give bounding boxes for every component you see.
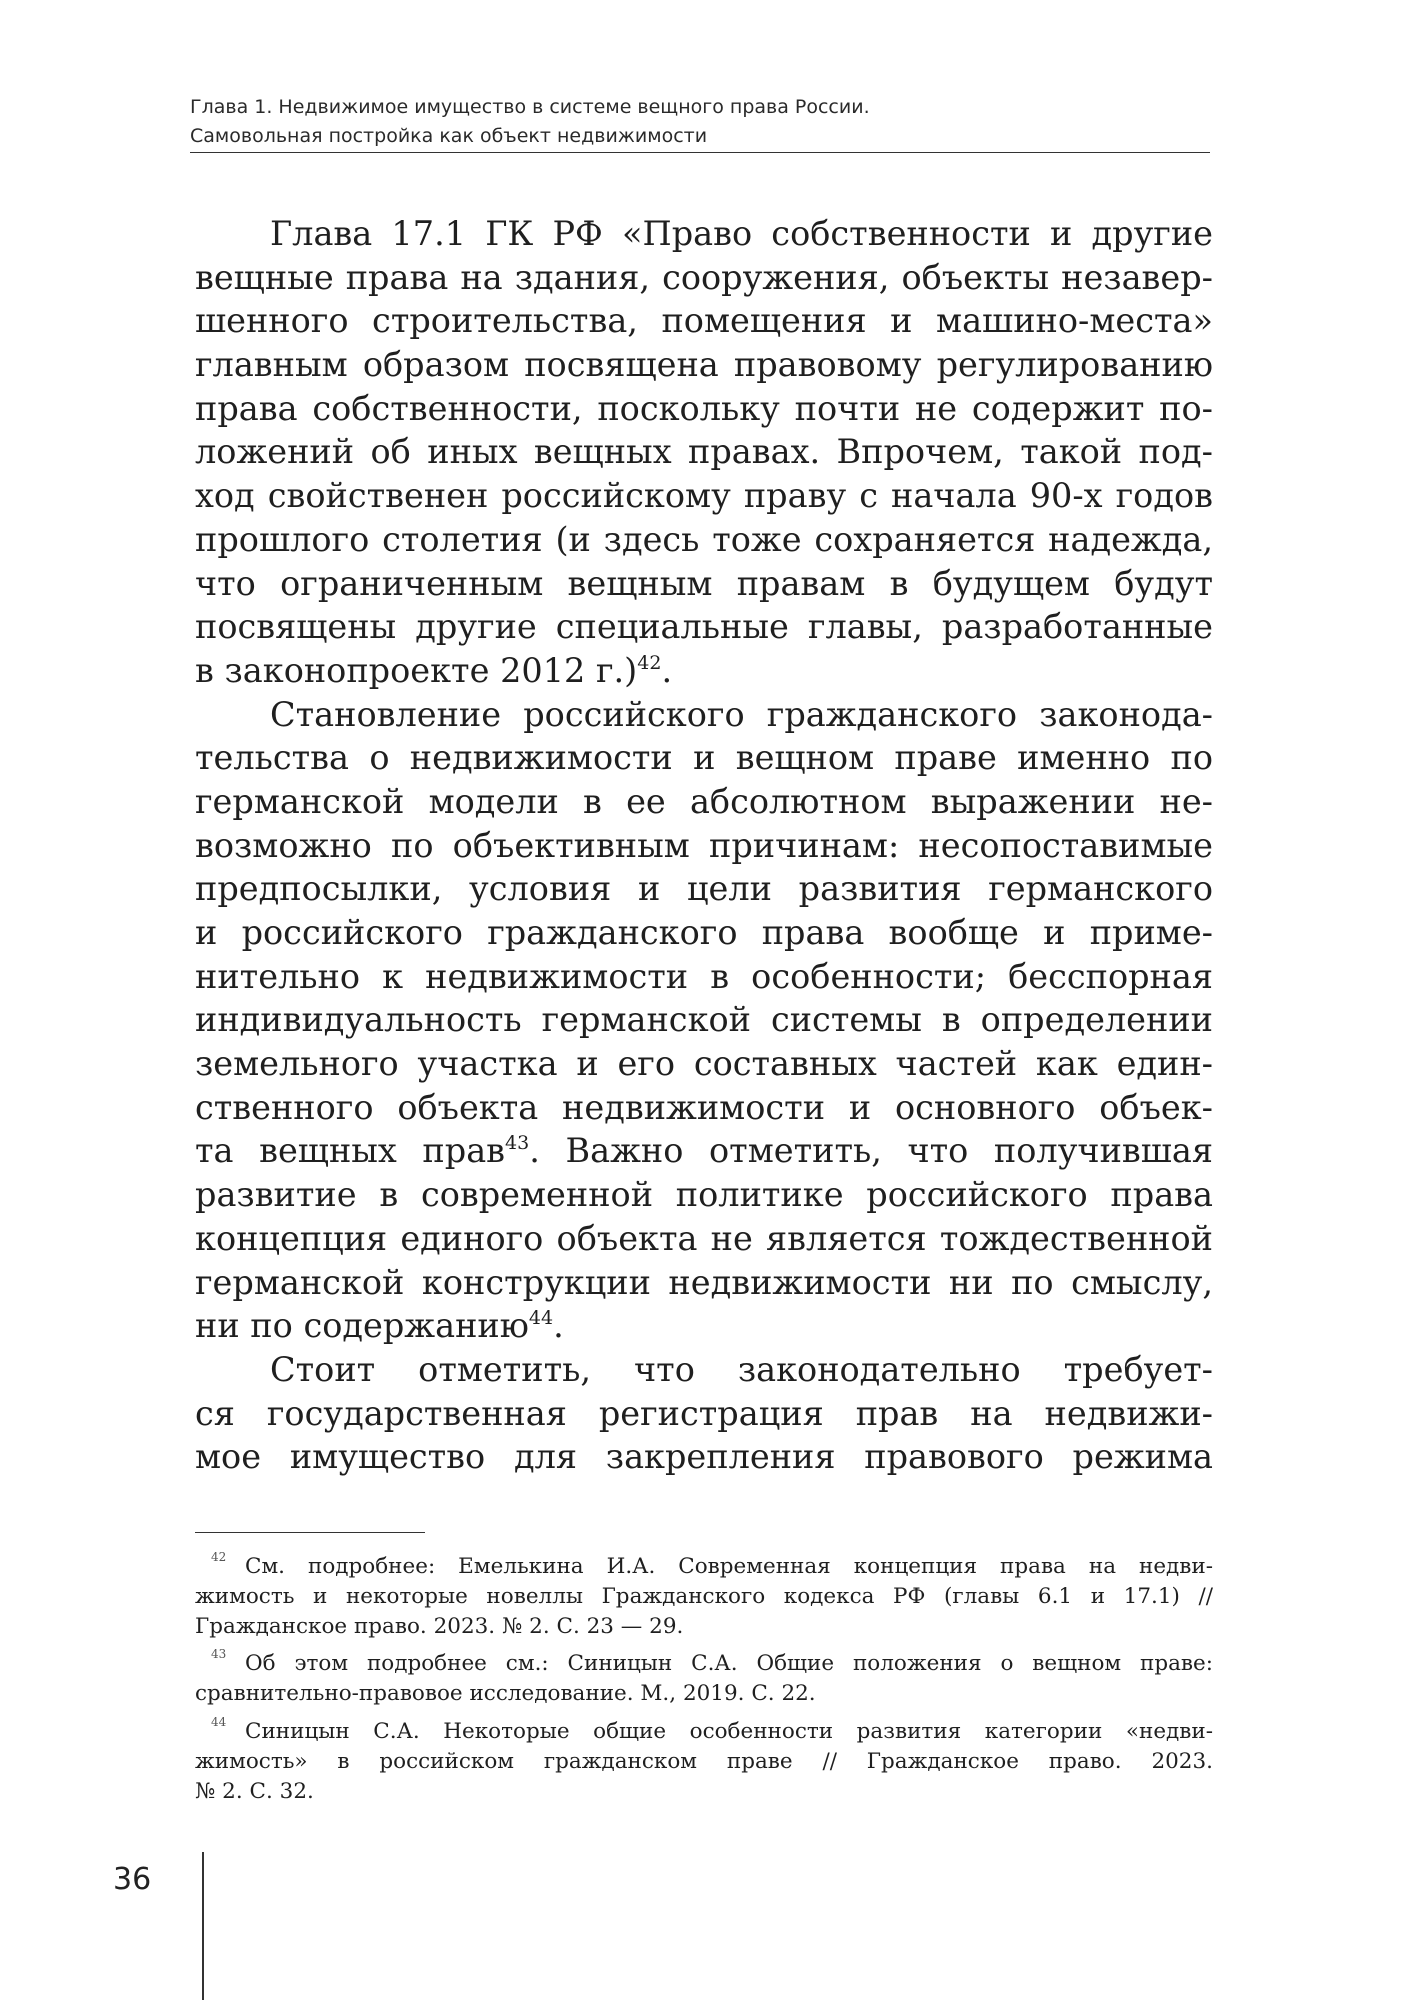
text-fragment: . Важно отметить, что получившая — [529, 1131, 1214, 1171]
text-fragment: . — [661, 650, 673, 690]
footnote-42 — [195, 1552, 1213, 1641]
text-line: и российского гражданского права вообще и приме- — [195, 913, 1213, 952]
footnote-ref-43[interactable]: 43 — [505, 1132, 530, 1155]
text-line: Стоит отметить, что законодательно требует- — [270, 1349, 1213, 1389]
text-line: ся государственная регистрация прав на недвижи- — [195, 1393, 1213, 1433]
text-line: концепция единого объекта не является тождественной — [195, 1218, 1213, 1258]
text-line: развитие в современной политике российского права — [195, 1175, 1213, 1215]
text-fragment: ни по содержанию — [195, 1306, 529, 1346]
footnote-ref-42[interactable]: 42 — [637, 651, 662, 674]
footnote-number: 42 — [211, 1550, 227, 1564]
footnote-separator — [195, 1532, 425, 1533]
footnote-number: 44 — [211, 1714, 227, 1729]
footnote-line: Об этом подробнее см.: Синицын С.А. Общие положения о вещном праве: — [245, 1651, 1213, 1677]
text-fragment: та вещных прав — [195, 1131, 506, 1171]
text-line: ственного объекта недвижимости и основного объек- — [195, 1087, 1213, 1127]
footnote-ref-44[interactable]: 44 — [528, 1307, 554, 1330]
paragraph-3 — [195, 1348, 1213, 1479]
running-head-line-1: Глава 1. Недвижимое имущество в системе вещного права России. — [190, 96, 870, 118]
text-line: индивидуальность германской системы в определении — [195, 1000, 1213, 1040]
footnote-44 — [195, 1714, 1213, 1806]
text-line: нительно к недвижимости в особенности; бесспорная — [195, 956, 1213, 996]
footnote-body — [195, 1717, 1213, 1747]
paragraph-1 — [195, 212, 1213, 693]
text-line: шенного строительства, помещения и машино-места» — [195, 301, 1213, 341]
paragraph-2 — [195, 693, 1213, 1348]
footnote-number: 43 — [211, 1647, 227, 1662]
page-number-rule — [202, 1852, 204, 2000]
text-line: посвящены другие специальные главы, разработанные — [195, 607, 1213, 647]
footnote-body — [195, 1649, 1213, 1679]
footnote-line: См. подробнее: Емелькина И.А. Современная концепция права на недви- — [245, 1554, 1213, 1579]
running-head — [190, 93, 1210, 151]
text-fragment: . — [553, 1306, 564, 1346]
footnote-line: Гражданское право. 2023. № 2. С. 23 — 29. — [195, 1613, 684, 1639]
text-line: вещные права на здания, сооружения, объекты незавер- — [195, 257, 1213, 297]
text-line: возможно по объективным причинам: несопоставимые — [195, 825, 1213, 865]
text-fragment: в законопроекте 2012 г.) — [195, 650, 638, 690]
page-number: 36 — [113, 1862, 152, 1897]
text-line — [195, 1304, 1213, 1348]
text-line: германской модели в ее абсолютном выражении не- — [195, 781, 1213, 821]
text-line: права собственности, поскольку почти не содержит по- — [195, 388, 1213, 428]
footnotes — [195, 1552, 1213, 1814]
text-line — [195, 1129, 1213, 1173]
text-line: Глава 17.1 ГК РФ «Право собственности и другие — [270, 214, 1213, 253]
text-line: главным образом посвящена правовому регулированию — [195, 345, 1213, 385]
text-line: тельства о недвижимости и вещном праве именно по — [195, 738, 1213, 778]
footnote-line: № 2. С. 32. — [195, 1778, 314, 1804]
text-line: земельного участка и его составных частей как един- — [195, 1044, 1213, 1084]
running-head-line-2: Самовольная постройка как объект недвижимости — [190, 125, 708, 147]
text-line: предпосылки, условия и цели развития германского — [195, 869, 1213, 909]
footnote-line: сравнительно-правовое исследование. М., 2019. С. 22. — [195, 1681, 816, 1707]
footnote-line: жимость и некоторые новеллы Гражданского кодекса РФ (главы 6.1 и 17.1) // — [195, 1583, 1213, 1609]
header-rule — [190, 152, 1210, 153]
footnote-body — [195, 1552, 1213, 1582]
text-line: Становление российского гражданского законода- — [270, 694, 1213, 734]
text-line — [195, 649, 1213, 693]
footnote-line: Синицын С.А. Некоторые общие особенности развития категории «недви- — [245, 1718, 1213, 1744]
footnote-line: жимость» в российском гражданском праве // Гражданское право. 2023. — [195, 1748, 1213, 1774]
text-line: прошлого столетия (и здесь тоже сохраняется надежда, — [195, 519, 1213, 559]
main-text — [195, 212, 1213, 1479]
text-line: что ограниченным вещным правам в будущем будут — [195, 563, 1213, 603]
text-line: ход свойственен российскому праву с начала 90-х годов — [195, 476, 1213, 516]
text-line: ложений об иных вещных правах. Впрочем, такой под- — [195, 432, 1213, 472]
text-line: мое имущество для закрепления правового режима — [195, 1437, 1213, 1477]
footnote-43 — [195, 1649, 1213, 1709]
text-line: германской конструкции недвижимости ни по смыслу, — [195, 1262, 1213, 1302]
